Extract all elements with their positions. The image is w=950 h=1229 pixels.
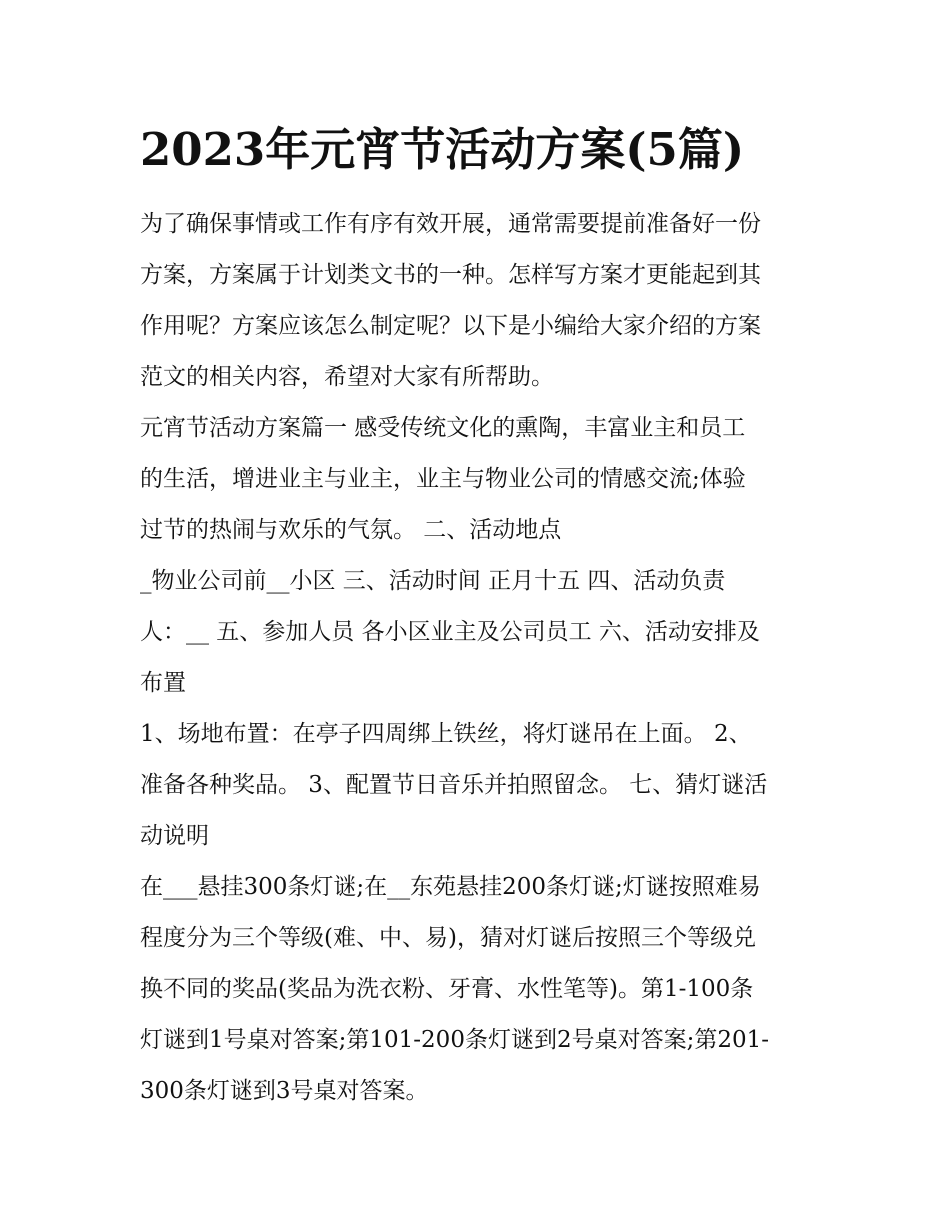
text-line: 过节的热闹与欢乐的气氛。 二、活动地点	[140, 517, 562, 543]
text-line: 范文的相关内容，希望对大家有所帮助。	[140, 364, 554, 390]
text-line: 准备各种奖品。 3、配置节日音乐并拍照留念。 七、猜灯谜活	[140, 772, 768, 798]
document-title: 2023年元宵节活动方案(5篇)	[140, 123, 745, 176]
text-line: 灯谜到1号桌对答案;第101-200条灯谜到2号桌对答案;第201-	[140, 1027, 770, 1053]
text-line: 在___悬挂300条灯谜;在__东苑悬挂200条灯谜;灯谜按照难易	[140, 874, 761, 900]
text-line: 1、场地布置：在亭子四周绑上铁丝，将灯谜吊在上面。 2、	[140, 721, 752, 747]
text-line: 作用呢？方案应该怎么制定呢？以下是小编给大家介绍的方案	[140, 313, 761, 339]
document-body	[140, 199, 812, 1117]
text-line: 动说明	[140, 823, 209, 849]
text-line: 布置	[140, 670, 186, 696]
text-line: 换不同的奖品(奖品为洗衣粉、牙膏、水性笔等)。第1-100条	[140, 976, 754, 1002]
text-line: 程度分为三个等级(难、中、易)，猜对灯谜后按照三个等级兑	[140, 925, 756, 951]
text-line: 元宵节活动方案篇一 感受传统文化的熏陶，丰富业主和员工	[140, 415, 746, 441]
text-line: 人：__ 五、参加人员 各小区业主及公司员工 六、活动安排及	[140, 619, 760, 645]
text-line: 为了确保事情或工作有序有效开展，通常需要提前准备好一份	[140, 211, 761, 237]
text-line: 的生活，增进业主与业主，业主与物业公司的情感交流;体验	[140, 466, 746, 492]
text-line: _物业公司前__小区 三、活动时间 正月十五 四、活动负责	[140, 568, 726, 594]
text-line: 方案，方案属于计划类文书的一种。怎样写方案才更能起到其	[140, 262, 761, 288]
document-page	[140, 118, 812, 1117]
text-line: 300条灯谜到3号桌对答案。	[140, 1078, 429, 1104]
